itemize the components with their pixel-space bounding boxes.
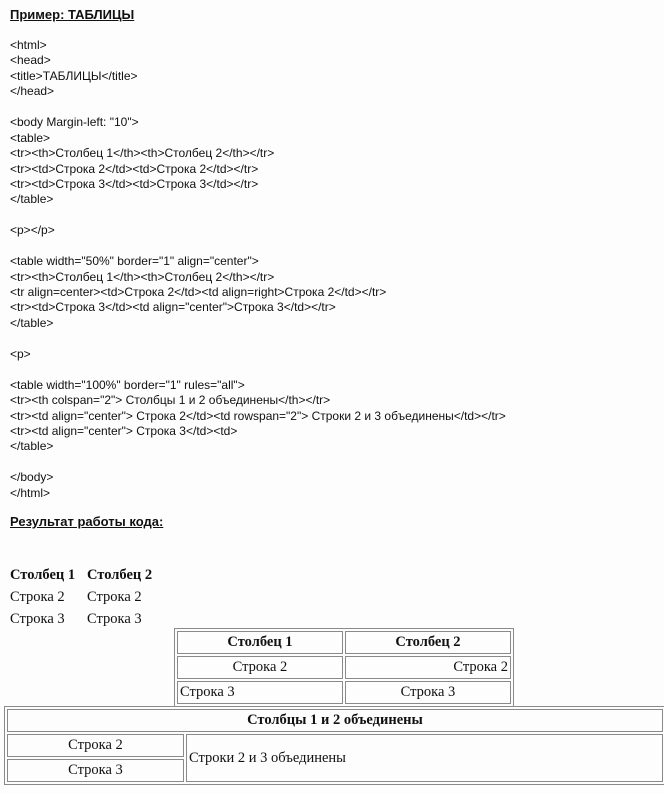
result-table-plain [10, 564, 152, 630]
table-cell: Строка 2 [10, 588, 65, 605]
code-line [10, 100, 506, 115]
table-header-cell: Столбец 2 [345, 631, 511, 654]
code-line: <tr><th colspan="2"> Столбцы 1 и 2 объединены</th></tr> [10, 393, 331, 408]
code-line: <p> [10, 346, 31, 361]
table-row [10, 586, 152, 608]
code-line: <tr><th>Столбец 1</th><th>Столбец 2</th></tr> [10, 146, 275, 161]
table-header-cell: Столбец 1 [10, 566, 76, 583]
merged-rows-cell: Строки 2 и 3 объединены [186, 734, 663, 782]
table-cell: Строка 3 [87, 610, 142, 627]
table-row [7, 734, 663, 757]
code-line: <table> [10, 130, 51, 145]
code-line: </html> [10, 485, 51, 500]
code-line: </table> [10, 315, 54, 330]
code-line: <head> [10, 53, 51, 68]
table-cell: Строка 2 [7, 734, 184, 757]
code-line [10, 362, 506, 377]
table-cell: Строка 3 [345, 681, 511, 704]
merged-header-cell: Столбцы 1 и 2 объединены [7, 709, 663, 732]
code-line: </table> [10, 192, 54, 207]
code-line: </table> [10, 439, 54, 454]
code-line: <table width="50%" border="1" align="center"> [10, 254, 259, 269]
table-cell: Строка 2 [345, 656, 511, 679]
code-line: <p></p> [10, 223, 55, 238]
code-line [10, 208, 506, 223]
code-line: <tr><th>Столбец 1</th><th>Столбец 2</th></tr> [10, 269, 275, 284]
result-table-merged [4, 706, 664, 785]
code-line: <tr><td align="center"> Строка 2</td><td rowspan="2"> Строки 2 и 3 объединены</td></tr> [10, 408, 506, 423]
code-line: <tr><td>Строка 2</td><td>Строка 2</td></tr> [10, 161, 259, 176]
code-line: <tr><td>Строка 3</td><td>Строка 3</td></tr> [10, 176, 259, 191]
table-cell: Строка 2 [87, 588, 142, 605]
code-line [10, 455, 506, 470]
table-header-cell: Столбец 1 [177, 631, 343, 654]
code-line: <tr><td align="center"> Строка 3</td><td> [10, 423, 238, 438]
code-line: <tr align=center><td>Строка 2</td><td align=right>Строка 2</td></tr> [10, 285, 387, 299]
table-row [177, 681, 511, 704]
code-line [10, 331, 506, 346]
table-cell: Строка 2 [177, 656, 343, 679]
result-table-bordered [174, 628, 514, 707]
code-line: </head> [10, 84, 55, 99]
table-cell: Строка 3 [7, 759, 184, 782]
table-cell: Строка 3 [177, 681, 343, 704]
result-heading: Результат работы кода: [10, 514, 164, 529]
table-row [177, 656, 511, 679]
code-line: </body> [10, 470, 54, 485]
page-title: Пример: ТАБЛИЦЫ [10, 7, 135, 22]
code-line [10, 239, 506, 254]
table-row [10, 564, 152, 586]
table-cell: Строка 3 [10, 610, 65, 627]
table-row [7, 709, 663, 732]
code-line: <body Margin-left: "10"> [10, 115, 139, 130]
code-line: <table width="100%" border="1" rules="all"> [10, 377, 245, 392]
code-line: <title>ТАБЛИЦЫ</title> [10, 68, 138, 83]
code-line: <tr><td>Строка 3</td><td align="center">Строка 3</td></tr> [10, 300, 336, 315]
table-header-cell: Столбец 2 [87, 566, 153, 583]
code-line: <html> [10, 38, 47, 52]
code-listing [10, 38, 506, 501]
table-row [10, 608, 152, 630]
table-row [177, 631, 511, 654]
